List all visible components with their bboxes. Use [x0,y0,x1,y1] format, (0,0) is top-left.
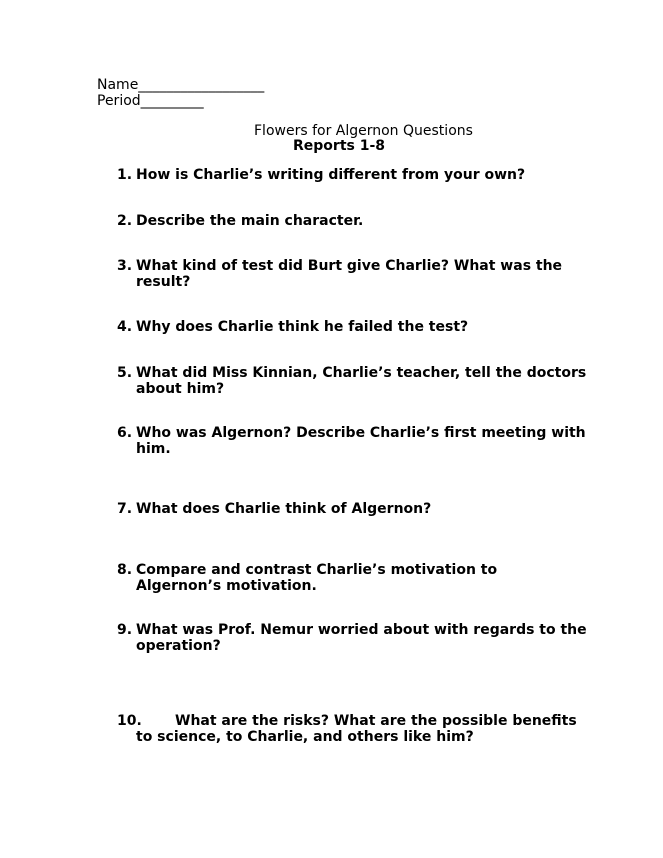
question-8 [117,563,587,594]
question-9 [117,623,587,654]
question-6 [117,426,587,457]
question-5 [117,366,587,397]
document-subtitle: Reports 1-8 [293,138,386,154]
name-line: Name__________________ [97,77,265,93]
period-line: Period_________ [97,93,204,109]
question-text: What kind of test did Burt give Charlie? What was the result? [136,258,563,290]
question-3 [117,259,587,290]
question-text: What are the risks? What are the possible benefits to science, to Charlie, and others like him? [136,713,577,745]
question-4 [117,320,587,336]
question-text: Compare and contrast Charlie’s motivation to Algernon’s motivation. [136,562,498,594]
question-text: How is Charlie’s writing different from your own? [136,167,526,183]
question-text: What did Miss Kinnian, Charlie’s teacher, tell the doctors about him? [136,365,587,397]
question-number: 2. [117,213,133,229]
question-number: 5. [117,365,133,381]
document-title: Flowers for Algernon Questions [254,123,473,139]
question-2 [117,214,587,230]
question-text: Describe the main character. [136,213,364,229]
question-number: 1. [117,167,133,183]
question-text: Why does Charlie think he failed the test? [136,319,469,335]
question-number: 7. [117,501,133,517]
question-number: 9. [117,622,133,638]
question-text: What was Prof. Nemur worried about with regards to the operation? [136,622,587,654]
question-text: Who was Algernon? Describe Charlie’s first meeting with him. [136,425,586,457]
question-10 [117,714,587,745]
question-number: 3. [117,258,133,274]
question-text: What does Charlie think of Algernon? [136,501,432,517]
question-7 [117,502,587,518]
question-number: 8. [117,562,133,578]
question-number: 4. [117,319,133,335]
question-number: 6. [117,425,133,441]
question-number: 10. [117,713,142,729]
question-1 [117,168,587,184]
